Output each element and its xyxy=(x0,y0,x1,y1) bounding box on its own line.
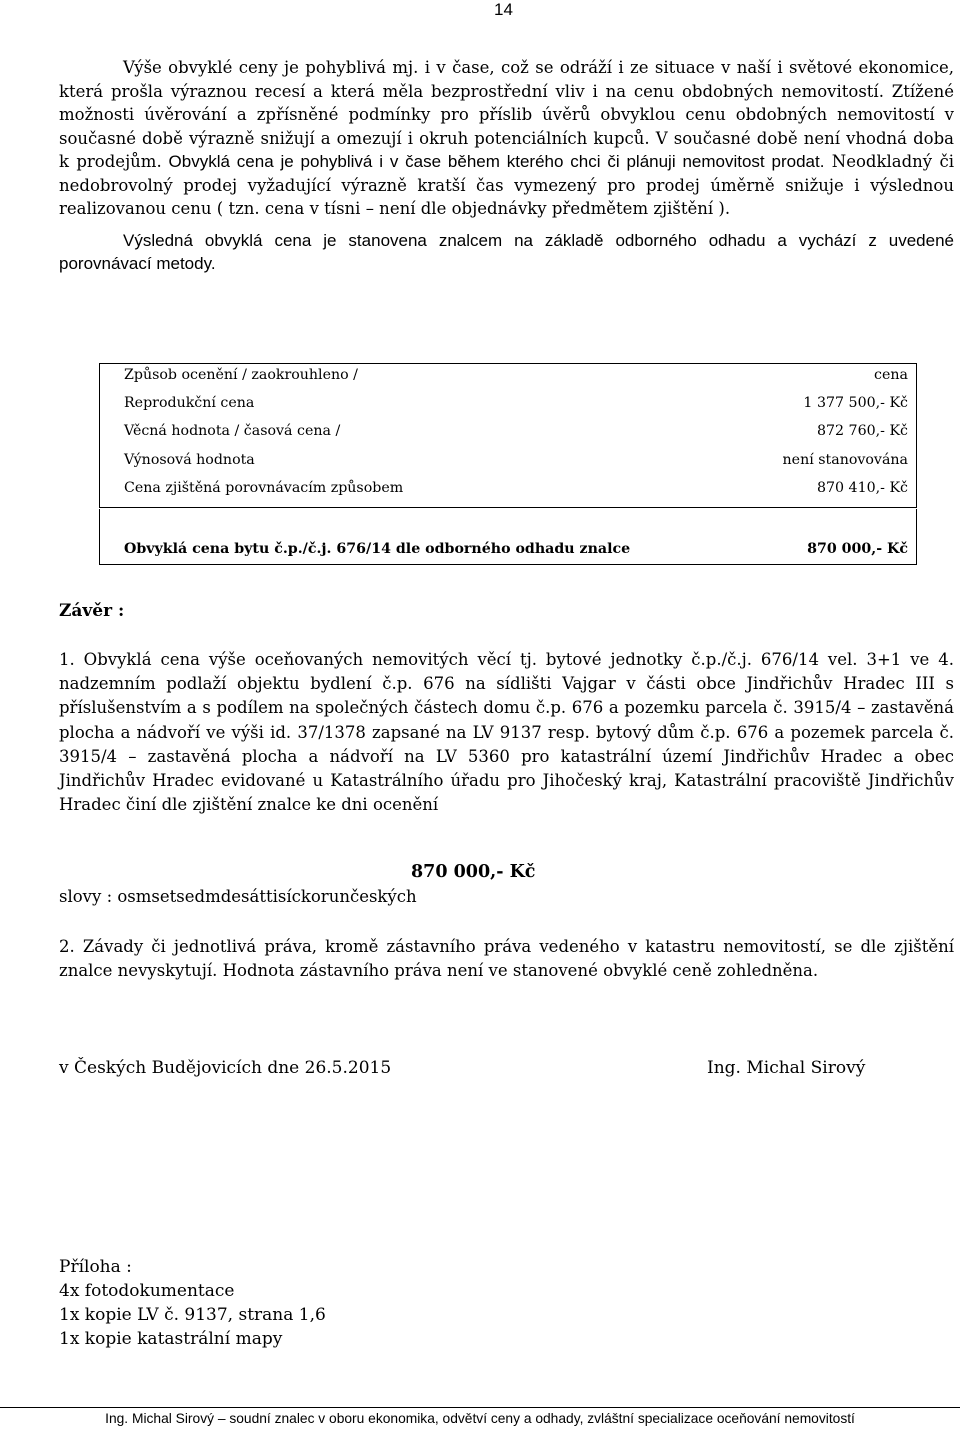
attachments-heading: Příloha : xyxy=(59,1257,132,1277)
conclusion-point-1: 1. Obvyklá cena výše oceňovaných nemovitých věcí tj. bytové jednotky č.p./č.j. 676/14 vel. 3+1 ve 4. nadzemním podlaží objektu bydlení č.p. 676 na sídlišti Vajgar v části obce Jindřichův Hradec III s příslušenstvím a s podílem na společných částech domu č.p. 676 a pozemku parcela č. 3915/4 – zastavěná plocha a nádvoří ve výši id. 37/1378 zapsané na LV 9137 resp. bytový dům č.p. 676 a pozemek parcela č. 3915/4 – zastavěná plocha a nádvoří na LV 5360 pro katastrální území Jindřichův Hradec a obec Jindřichův Hradec evidované u Katastrálního úřadu pro Jihočeský kraj, Katastrální pracoviště Jindřichův Hradec činí dle zjištění znalce ke dni ocenění xyxy=(59,650,954,815)
attachment-item: 1x kopie katastrální mapy xyxy=(59,1329,283,1349)
intro-text-price-time: Obvyklá cena je pohyblivá i v čase během kterého chci či plánuji nemovitost prodat. xyxy=(161,152,825,171)
row-label: Výnosová hodnota xyxy=(124,452,255,468)
signature-name: Ing. Michal Sirový xyxy=(707,1058,866,1078)
row-label: Reprodukční cena xyxy=(124,395,255,411)
row-value: není stanovována xyxy=(782,452,908,468)
page-footer: Ing. Michal Sirový – soudní znalec v oboru ekonomika, odvětví ceny a odhady, zvláštní specializace oceňování nemovitostí xyxy=(105,1411,855,1426)
attachment-item: 1x kopie LV č. 9137, strana 1,6 xyxy=(59,1305,326,1325)
footer-divider xyxy=(0,1407,960,1408)
row-label: Cena zjištěná porovnávacím způsobem xyxy=(124,480,404,496)
table-row xyxy=(124,367,908,395)
valuation-table xyxy=(99,363,917,508)
attachments-section xyxy=(59,1255,326,1351)
row-value: 1 377 500,- Kč xyxy=(803,395,908,411)
intro-paragraph-1 xyxy=(59,56,954,221)
row-label: Způsob ocenění / zaokrouhleno / xyxy=(124,367,358,383)
page-number: 14 xyxy=(494,0,513,19)
row-value: 870 410,- Kč xyxy=(816,480,908,496)
final-price: 870 000,- Kč xyxy=(411,862,536,882)
table-row xyxy=(124,395,908,423)
intro-text-market: Výše obvyklé ceny je pohyblivá mj. i v čase, což se odráží i ze situace v naší i světové ekonomice, která prošla výraznou recesí a která měla bezprostřední vliv i na cenu obdobných nemovitostí. Ztížené možnosti úvěrování a zpřísněné podmínky pro příslib úvěrů obvyklou cenu obdobných nemovitostí v současné době výrazně snižují a omezují i okruh potenciálních kupců. V současné době není vhodná doba k prodejům. xyxy=(59,58,954,171)
attachment-item: 4x fotodokumentace xyxy=(59,1281,235,1301)
intro-text-forced-sale: Neodkladný či nedobrovolný prodej vyžadující výrazně kratší čas vymezený pro prodej úměrně snižuje i výslednou realizovanou cenu ( tzn. cena v tísni – není dle objednávky předmětem zjištění ). xyxy=(59,152,954,218)
price-in-words: slovy : osmsetsedmdesáttisíckorunčeských xyxy=(59,887,417,906)
intro-paragraph-2: Výsledná obvyklá cena je stanovena znalcem na základě odborného odhadu a vychází z uvedené porovnávací metody. xyxy=(59,230,954,273)
conclusion-heading: Závěr : xyxy=(59,601,125,621)
conclusion-point-2: 2. Závady či jednotlivá práva, kromě zástavního práva vedeného v katastru nemovitostí, se dle zjištění znalce nevyskytují. Hodnota zástavního práva není ve stanovené obvyklé ceně zohledněna. xyxy=(59,937,954,981)
row-value: cena xyxy=(874,367,908,383)
row-value: 872 760,- Kč xyxy=(816,423,908,439)
total-price-value: 870 000,- Kč xyxy=(807,541,908,557)
total-price-box xyxy=(99,509,917,565)
intro-section xyxy=(59,56,954,276)
row-label: Věcná hodnota / časová cena / xyxy=(124,423,341,439)
table-row xyxy=(124,423,908,451)
total-price-label: Obvyklá cena bytu č.p./č.j. 676/14 dle odborného odhadu znalce xyxy=(124,541,631,557)
table-row xyxy=(124,480,908,508)
table-row xyxy=(124,452,908,480)
signature-place-date: v Českých Budějovicích dne 26.5.2015 xyxy=(59,1058,392,1078)
